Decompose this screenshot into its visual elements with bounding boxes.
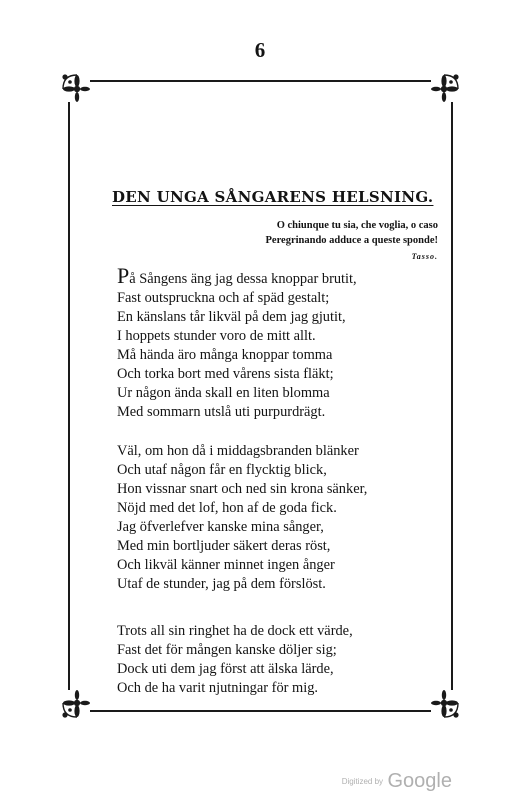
corner-ornament-icon	[60, 72, 94, 106]
border-bottom-rule	[90, 710, 431, 712]
border-right-rule	[451, 102, 453, 690]
verse-line: Utaf de stunder, jag på dem förslöst.	[117, 576, 326, 592]
stanza-1	[117, 263, 357, 422]
corner-ornament-icon	[427, 686, 461, 720]
verse-line: Hon vissnar snart och ned sin krona sänker,	[117, 481, 368, 497]
border-top-rule	[90, 80, 431, 82]
epigraph-attribution: Tasso.	[411, 252, 438, 261]
google-logo: Google	[387, 770, 452, 792]
verse-line: I hoppets stunder voro de mitt allt.	[117, 328, 316, 344]
verse-line: Fast outspruckna och af späd gestalt;	[117, 290, 330, 306]
stanza-3	[117, 622, 353, 698]
verse-line: På Sångens äng jag dessa knoppar brutit,	[117, 263, 357, 288]
verse-line: Jag öfverlefver kanske mina sånger,	[117, 519, 324, 535]
corner-ornament-icon	[60, 686, 94, 720]
verse-line: Och likväl känner minnet ingen ånger	[117, 557, 335, 573]
verse-line: Må hända äro många knoppar tomma	[117, 347, 333, 363]
verse-line: Fast det för mången kanske döljer sig;	[117, 642, 337, 658]
corner-ornament-icon	[427, 72, 461, 106]
verse-line: Dock uti dem jag först att älska lärde,	[117, 661, 334, 677]
verse-line: Och torka bort med vårens sista fläkt;	[117, 366, 334, 382]
verse-line: Och utaf någon får en flycktig blick,	[117, 462, 327, 478]
digitization-watermark	[342, 770, 452, 793]
verse-line: Ur någon ända skall en liten blomma	[117, 385, 330, 401]
border-left-rule	[68, 102, 70, 690]
epigraph-line: Peregrinando adduce a queste sponde!	[265, 235, 438, 246]
epigraph-line: O chiunque tu sia, che voglia, o caso	[276, 220, 438, 231]
verse-line: Med sommarn utslå uti purpurdrägt.	[117, 404, 326, 420]
verse-line: Och de ha varit njutningar för mig.	[117, 680, 319, 696]
poem-title: DEN UNGA SÅNGARENS HELSNING.	[112, 188, 434, 206]
verse-line: Väl, om hon då i middagsbranden blänker	[117, 443, 359, 459]
verse-line: Med min bortljuder säkert deras röst,	[117, 538, 331, 554]
page-number: 6	[254, 38, 266, 62]
verse-line: Nöjd med det lof, hon af de goda fick.	[117, 500, 337, 516]
stanza-2	[117, 442, 367, 594]
verse-line: Trots all sin ringhet ha de dock ett värde,	[117, 623, 353, 639]
epigraph	[266, 218, 439, 264]
watermark-prefix: Digitized by	[341, 777, 384, 786]
verse-line: En känslans tår likväl på dem jag gjutit,	[117, 309, 346, 325]
